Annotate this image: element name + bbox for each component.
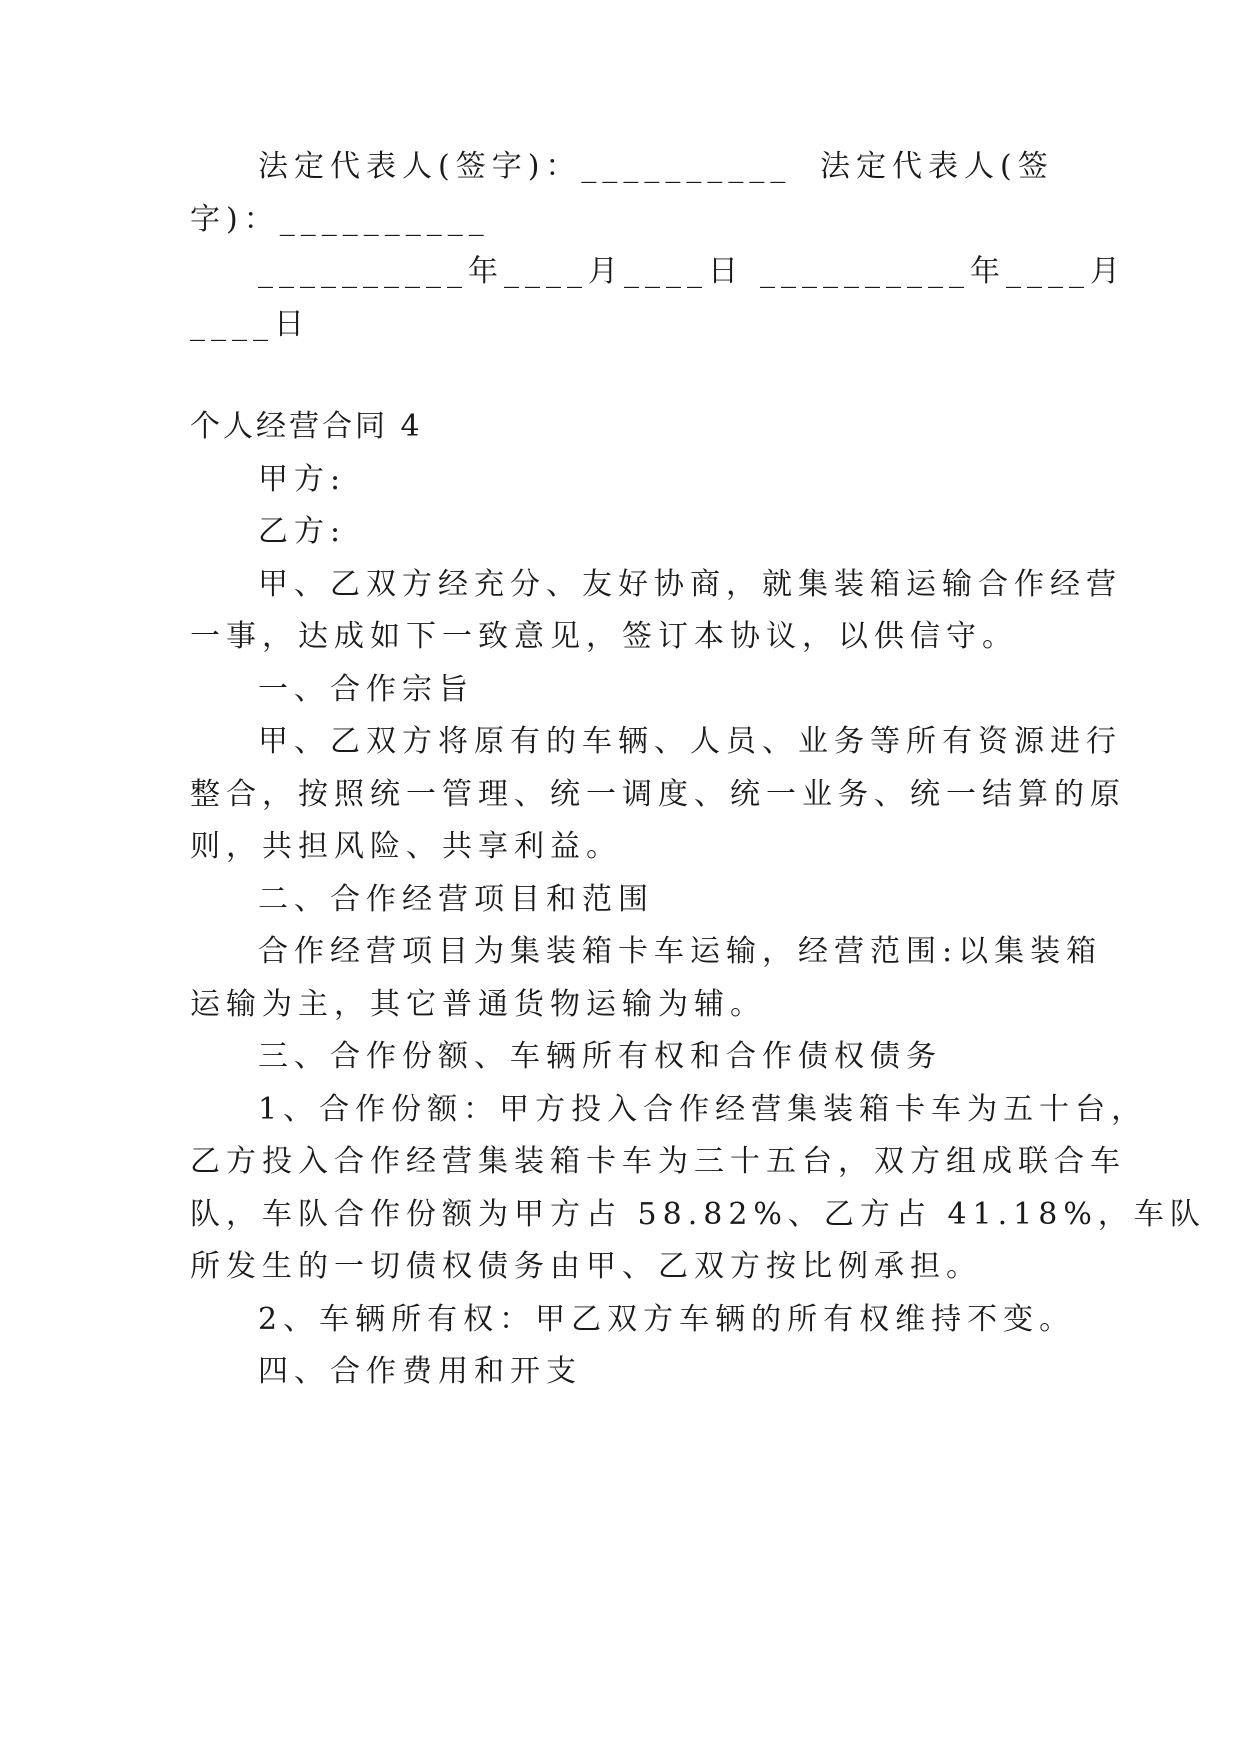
signature-date-right-continued: ____日	[190, 307, 310, 342]
intro-line: 甲、乙双方经充分、友好协商，就集装箱运输合作经营	[258, 567, 1122, 602]
party-b-label: 乙方:	[258, 514, 347, 549]
party-a-label: 甲方:	[258, 462, 347, 497]
legal-rep-signature-left: 法定代表人(签字)：__________	[258, 149, 792, 184]
legal-rep-signature-right: 法定代表人(签	[820, 149, 1054, 184]
section-3-heading: 三、合作份额、车辆所有权和合作债权债务	[258, 1039, 942, 1074]
section-3-item-2: 2、车辆所有权：甲乙双方车辆的所有权维持不变。	[258, 1302, 1076, 1337]
intro-line: 一事，达成如下一致意见，签订本协议，以供信守。	[190, 619, 1018, 654]
section-2-line: 运输为主，其它普通货物运输为辅。	[190, 987, 766, 1022]
section-3-item-1-line: 所发生的一切债权债务由甲、乙双方按比例承担。	[190, 1249, 982, 1284]
section-3-item-1-line: 队，车队合作份额为甲方占 58.82%、乙方占 41.18%，车队	[190, 1197, 1206, 1232]
section-1-line: 甲、乙双方将原有的车辆、人员、业务等所有资源进行	[258, 724, 1122, 759]
section-3-item-1-line: 1、合作份额：甲方投入合作经营集装箱卡车为五十台，	[258, 1092, 1148, 1127]
section-1-line: 则，共担风险、共享利益。	[190, 829, 622, 864]
legal-rep-signature-continued: 字)：__________	[190, 202, 490, 237]
section-3-item-1-line: 乙方投入合作经营集装箱卡车为三十五台，双方组成联合车	[190, 1144, 1126, 1179]
section-1-line: 整合，按照统一管理、统一调度、统一业务、统一结算的原	[190, 777, 1126, 812]
contract-title: 个人经营合同 4	[190, 409, 423, 444]
section-1-heading: 一、合作宗旨	[258, 672, 474, 707]
signature-date-left: __________年____月____日	[258, 254, 744, 289]
signature-date-right: __________年____月	[760, 254, 1126, 289]
section-2-heading: 二、合作经营项目和范围	[258, 882, 654, 917]
section-2-line: 合作经营项目为集装箱卡车运输，经营范围:以集装箱	[258, 934, 1103, 969]
section-4-heading: 四、合作费用和开支	[258, 1354, 582, 1389]
